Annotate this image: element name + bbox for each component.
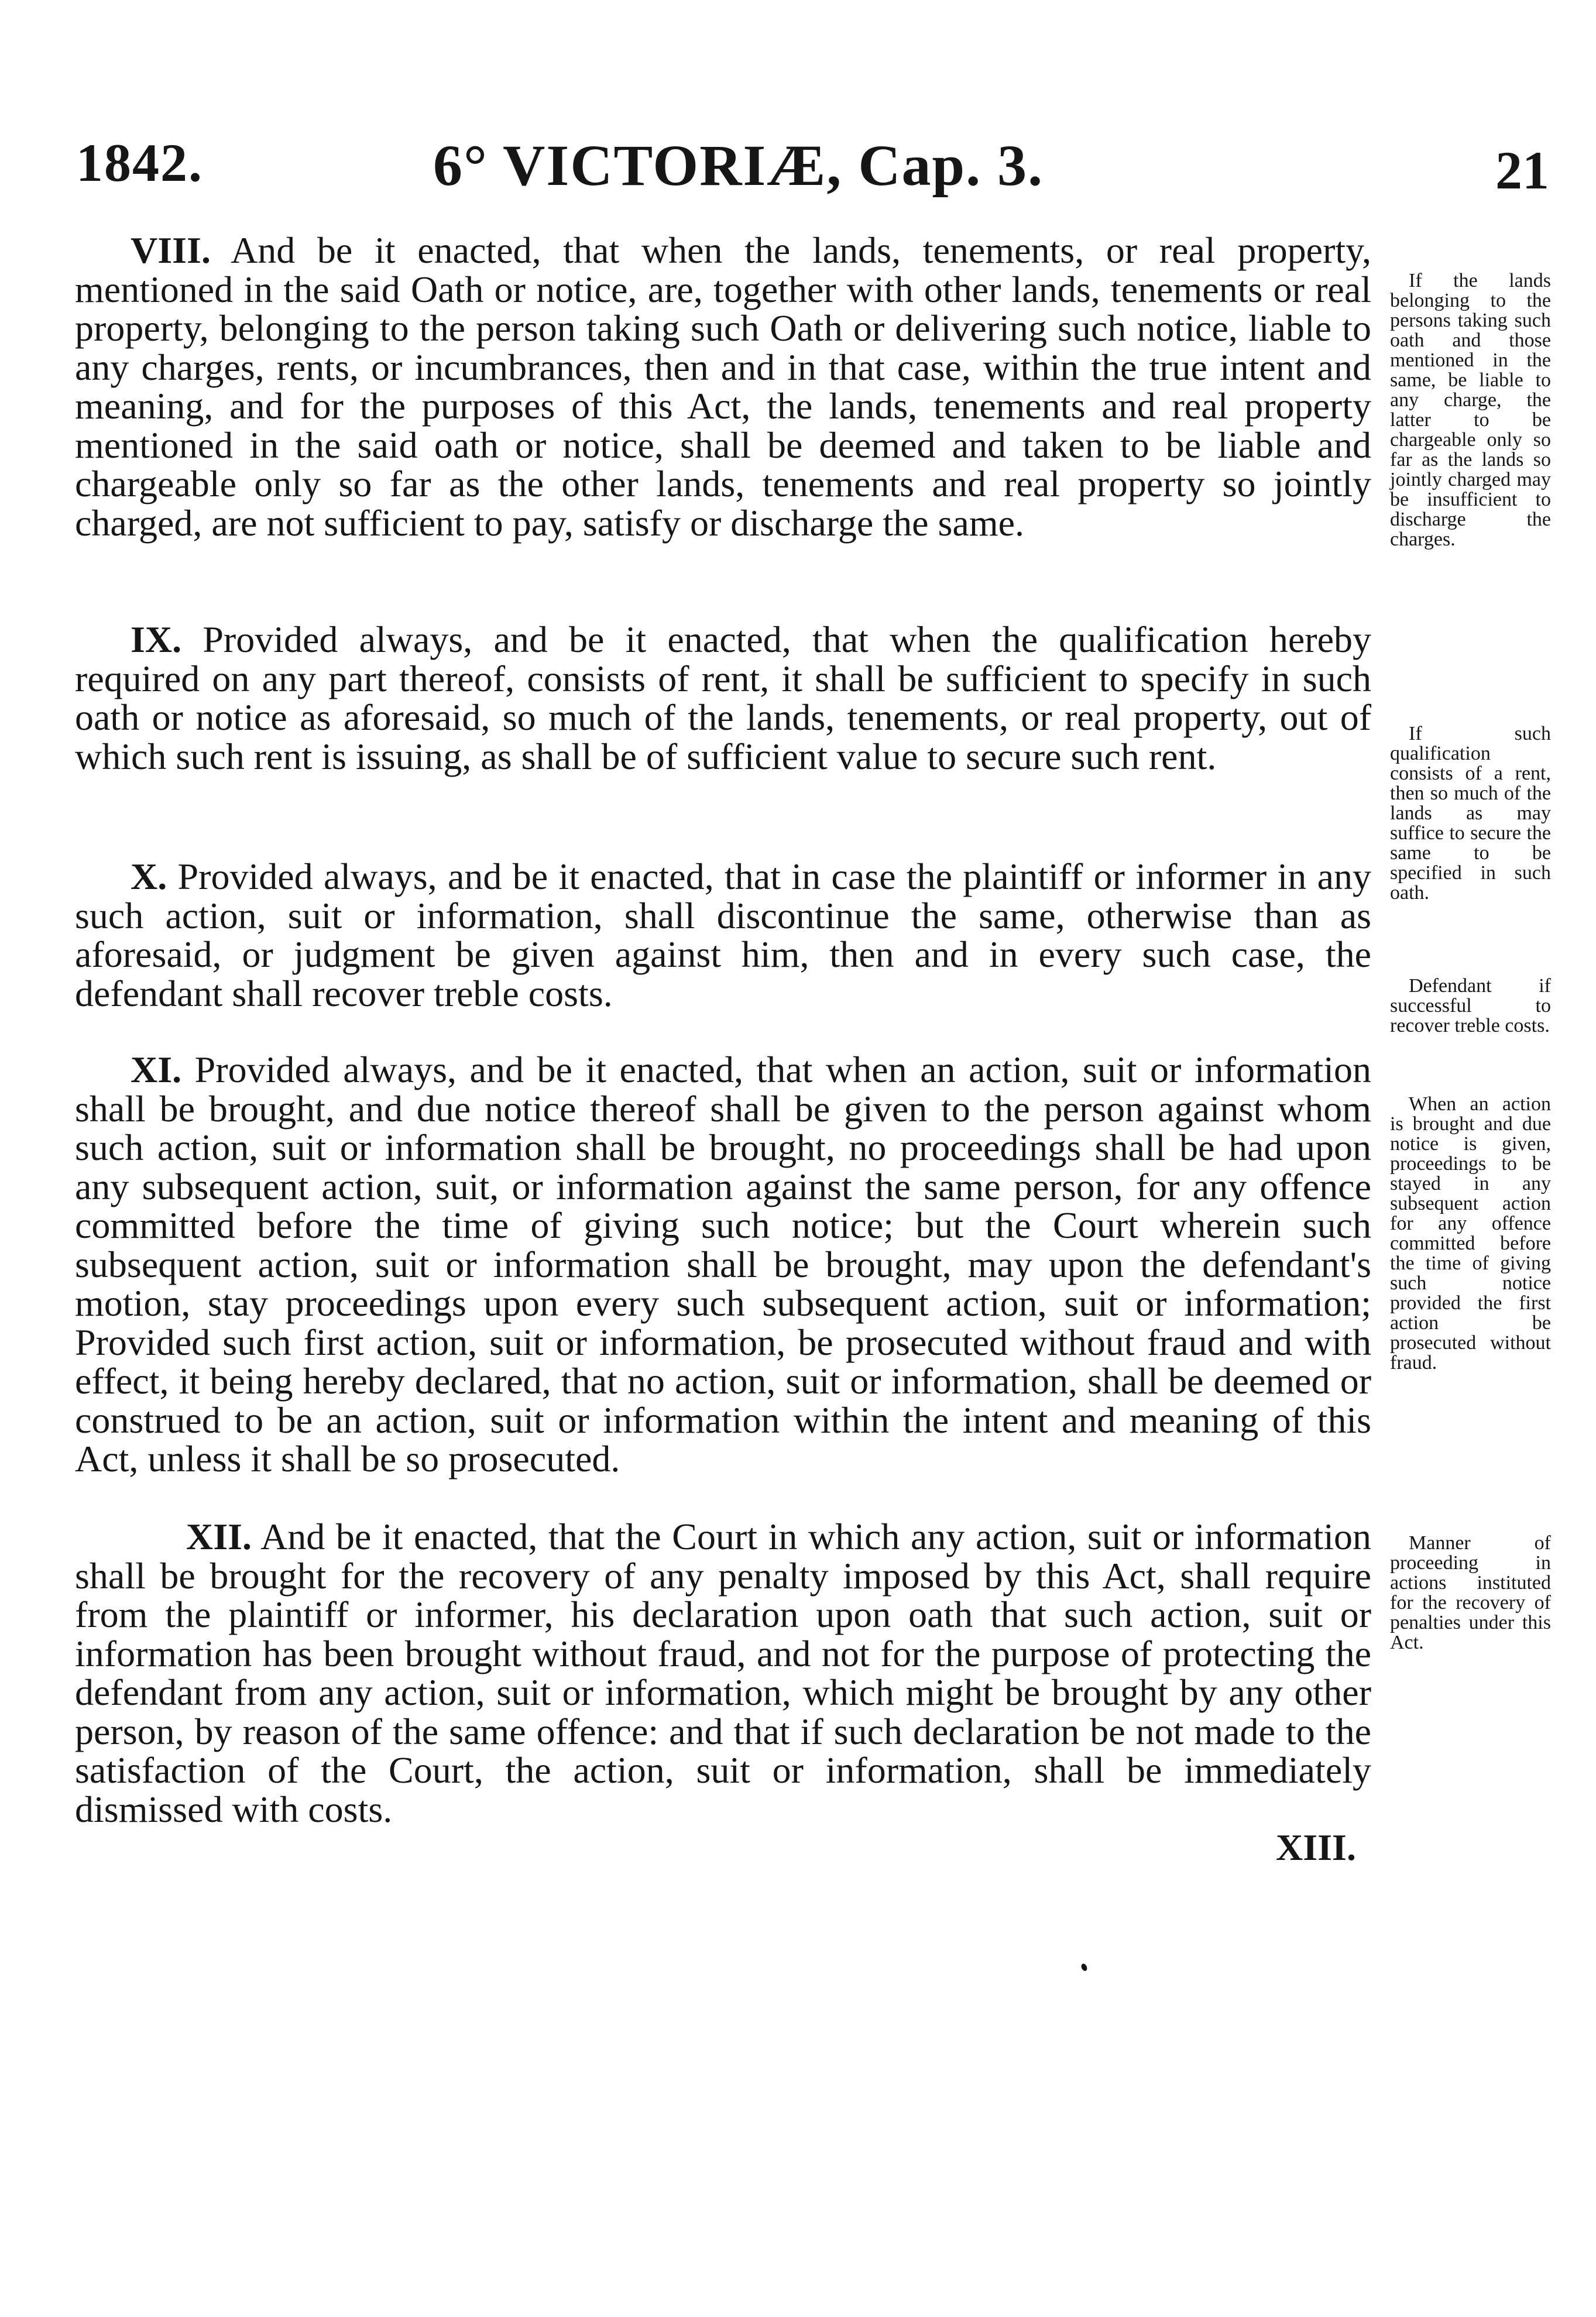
section-number: XI. <box>131 1049 182 1090</box>
section-text: Provided always, and be it enacted, that in case the plaintiff or informer in any such action, suit or information, shall discontinue the same, otherwise than as aforesaid, or judgment be given against him, then and in every such case, the defendant shall recover treble costs. <box>75 856 1372 1014</box>
header-year: 1842. <box>76 133 203 193</box>
section-text: And be it enacted, that the Court in which any action, suit or information shall be brought for the recovery of any penalty imposed by this Act, shall require from the plaintiff or informer, his declaration upon oath that such action, suit or information has been brought without fraud, and not for the purpose of protecting the defendant from any action, suit or information, which might be brought by any other person, by reason of the same offence: and that if such declaration be not made to the satisfaction of the Court, the action, suit or information, shall be immediately dismissed with costs. <box>75 1516 1372 1830</box>
margin-note-xi: When an action is brought and due notice is given, proceedings to be stayed in any subsequent action for any offence committed before the time of giving such notice provided the first action be prosecuted without fraud. <box>1390 1093 1551 1374</box>
section-text: And be it enacted, that when the lands, tenements, or real property, mentioned in the said Oath or notice, are, together with other lands, tenements or real property, belonging to the person taking such Oath or delivering such notice, liable to any charges, rents, or incumbrances, then and in that case, within the true intent and meaning, and for the purposes of this Act, the lands, tenements and real property mentioned in the said oath or notice, shall be deemed and taken to be liable and chargeable only so far as the other lands, tenements and real property so jointly charged, are not sufficient to pay, satisfy or discharge the same. <box>75 229 1372 544</box>
margin-note-viii: If the lands belonging to the persons taking such oath and those mentioned in the same, be liable to any charge, the latter to be chargeable only so far as the lands so jointly charged may be insufficient to discharge the charges. <box>1390 270 1551 550</box>
section-viii <box>75 231 1371 543</box>
section-number: XII. <box>186 1516 252 1557</box>
section-text: Provided always, and be it enacted, that when an action, suit or information shall be brought, and due notice thereof shall be given to the person against whom such action, suit or information shall be brought, no proceedings shall be had upon any subsequent action, suit, or information against the same person, for any offence committed before the time of giving such notice; but the Court wherein such subsequent action, suit or information shall be brought, may upon the defendant's motion, stay proceedings upon every such subsequent action, suit or information; Provided such first action, suit or information, be prosecuted without fraud and with effect, it being hereby declared, that no action, suit or information, shall be deemed or construed to be an action, suit or information within the intent and meaning of this Act, unless it shall be so prosecuted. <box>75 1049 1372 1480</box>
section-number: VIII. <box>131 229 211 271</box>
section-ix <box>75 620 1371 776</box>
section-x <box>75 857 1371 1013</box>
section-xii <box>75 1518 1371 1829</box>
margin-note-x: Defendant if successful to recover treble costs. <box>1390 975 1551 1036</box>
margin-note-ix: If such qualification consists of a rent, then so much of the lands as may suffice to secure the same to be specified in such oath. <box>1390 723 1551 904</box>
section-number: X. <box>131 856 167 897</box>
page-number: 21 <box>1495 140 1549 200</box>
ink-speck <box>1080 1963 1089 1972</box>
margin-note-xii: Manner of proceeding in actions instituted for the recovery of penalties under this Act. <box>1390 1532 1551 1653</box>
section-number: IX. <box>131 619 182 660</box>
section-text: Provided always, and be it enacted, that when the qualification hereby required on any part thereof, consists of rent, it shall be sufficient to specify in such oath or notice as aforesaid, so much of the lands, tenements, or real property, out of which such rent is issuing, as shall be of sufficient value to secure such rent. <box>75 619 1372 777</box>
catchword: XIII. <box>1276 1827 1356 1868</box>
section-xi <box>75 1051 1371 1479</box>
header-title: 6° VICTORIÆ, Cap. 3. <box>433 133 1044 198</box>
